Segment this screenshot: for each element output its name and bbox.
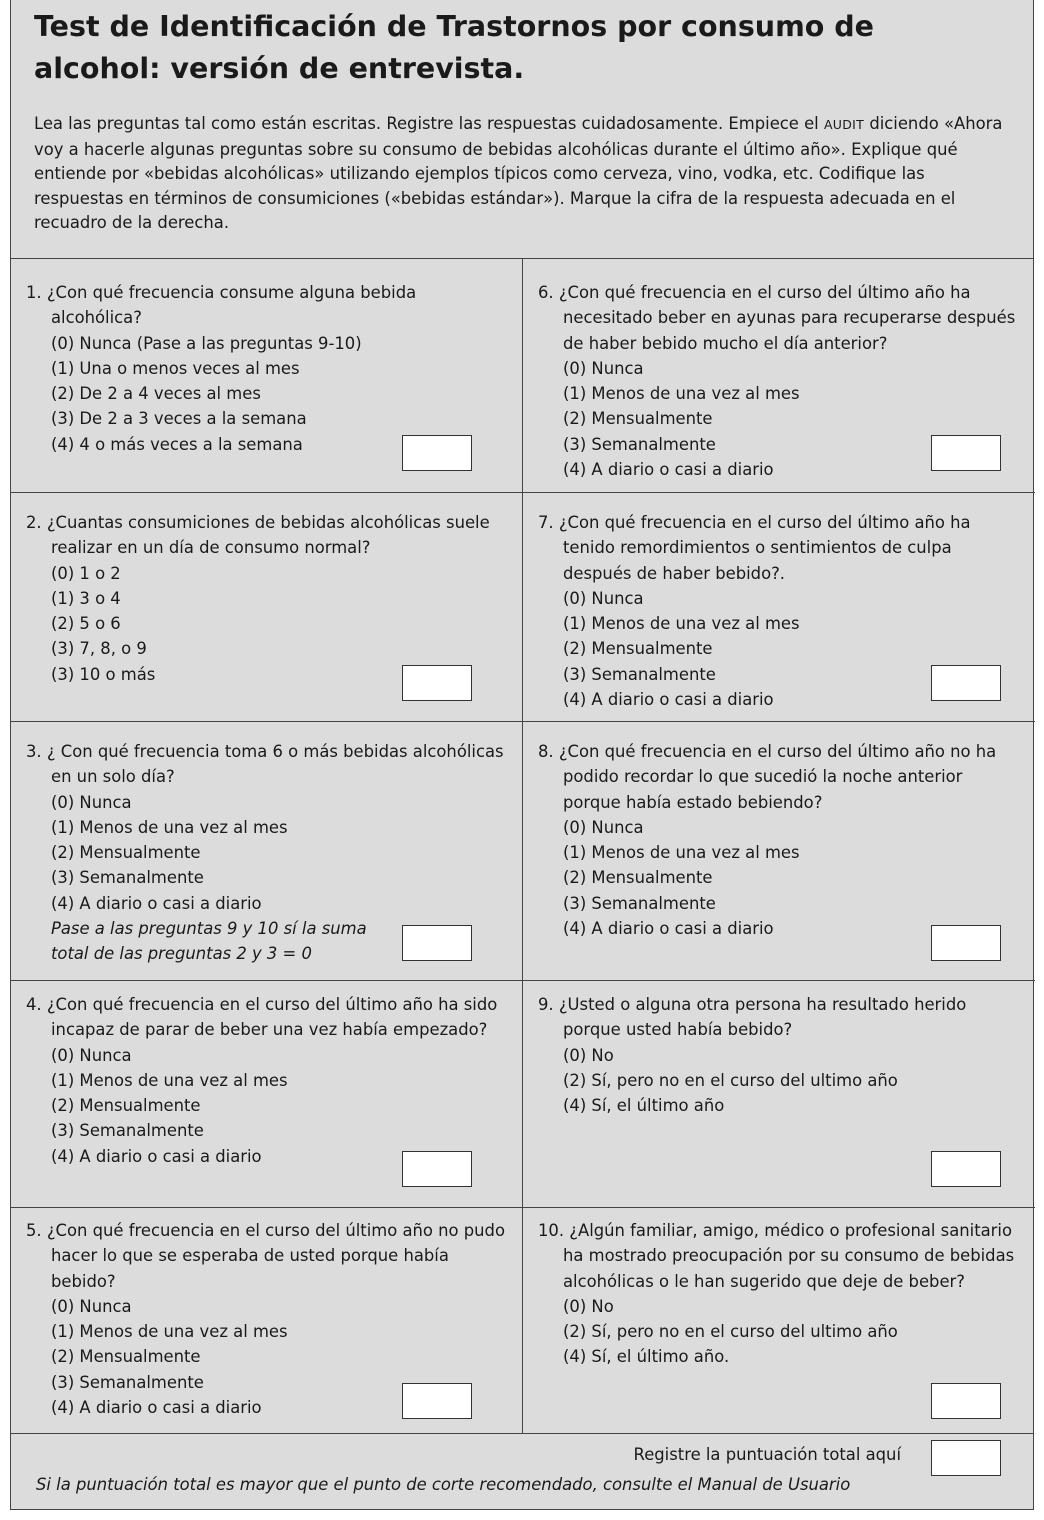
question-8-option: (2) Mensualmente [563, 868, 713, 888]
question-6-cell [523, 259, 1035, 493]
question-10-option: (2) Sí, pero no en el curso del ultimo año [563, 1322, 898, 1342]
question-5-option: (1) Menos de una vez al mes [51, 1322, 288, 1342]
question-1-option: (1) Una o menos veces al mes [51, 358, 300, 378]
question-3-option: (1) Menos de una vez al mes [51, 817, 288, 837]
question-6-option: (3) Semanalmente [563, 434, 716, 454]
question-9-text: 9. ¿Usted o alguna otra persona ha resultado herido porque usted había bebido? [538, 995, 967, 1040]
question-7-option: (2) Mensualmente [563, 639, 713, 659]
question-3-option: (4) A diario o casi a diario [51, 893, 262, 913]
question-2-score-box[interactable] [402, 665, 472, 701]
question-5-score-box[interactable] [402, 1383, 472, 1419]
question-4-text: 4. ¿Con qué frecuencia en el curso del último año ha sido incapaz de parar de beber una vez había empezado? [26, 995, 498, 1040]
question-4-option: (3) Semanalmente [51, 1121, 204, 1141]
question-1-cell [11, 259, 523, 493]
question-9-option: (4) Sí, el último año [563, 1096, 725, 1116]
question-9-score-box[interactable] [931, 1151, 1001, 1187]
question-4-score-box[interactable] [402, 1151, 472, 1187]
total-score-label: Registre la puntuación total aquí [633, 1445, 901, 1464]
question-8-score-box[interactable] [931, 925, 1001, 961]
instructions-part-1: Lea las preguntas tal como están escritas. Registre las respuestas cuidadosamente. Empiece el [34, 114, 824, 133]
question-2-option: (3) 10 o más [51, 664, 156, 684]
question-3-option: (2) Mensualmente [51, 843, 201, 863]
question-2-option: (2) 5 o 6 [51, 614, 121, 634]
question-4-option: (1) Menos de una vez al mes [51, 1070, 288, 1090]
question-3-option: (0) Nunca [51, 792, 132, 812]
question-4-cell [11, 981, 523, 1208]
form-header [11, 0, 1033, 259]
question-1-text: 1. ¿Con qué frecuencia consume alguna bebida alcohólica? [26, 283, 417, 328]
audit-acronym: AUDIT [823, 117, 865, 132]
question-9 [538, 992, 1023, 1118]
question-8-text: 8. ¿Con qué frecuencia en el curso del último año no ha podido recordar lo que sucedió la noche anterior porque había estado bebiendo? [538, 742, 997, 812]
question-6-text: 6. ¿Con qué frecuencia en el curso del último año ha necesitado beber en ayunas para recuperarse después de haber bebido mucho el día anterior? [538, 283, 1016, 353]
instructions [34, 112, 1019, 236]
question-4-option: (0) Nunca [51, 1045, 132, 1065]
question-3-skip-note: Pase a las preguntas 9 y 10 sí la suma total de las preguntas 2 y 3 = 0 [51, 919, 367, 964]
question-8-option: (4) A diario o casi a diario [563, 919, 774, 939]
question-6-option: (2) Mensualmente [563, 409, 713, 429]
question-1-option: (3) De 2 a 3 veces a la semana [51, 409, 307, 429]
question-6-option: (1) Menos de una vez al mes [563, 384, 800, 404]
question-3-cell [11, 722, 523, 981]
question-2 [26, 510, 511, 687]
question-5-text: 5. ¿Con qué frecuencia en el curso del último año no pudo hacer lo que se esperaba de usted porque había bebido? [26, 1221, 505, 1291]
question-7-option: (3) Semanalmente [563, 664, 716, 684]
question-2-cell [11, 493, 523, 722]
question-8-option: (1) Menos de una vez al mes [563, 843, 800, 863]
question-7-cell [523, 493, 1035, 722]
question-7-option: (4) A diario o casi a diario [563, 690, 774, 710]
question-1-option: (0) Nunca (Pase a las preguntas 9-10) [51, 333, 362, 353]
question-2-option: (3) 7, 8, o 9 [51, 639, 147, 659]
footer-divider [11, 1433, 1033, 1434]
form-title: Test de Identificación de Trastornos por consumo de alcohol: versión de entrevista. [34, 10, 874, 85]
question-6-score-box[interactable] [931, 435, 1001, 471]
question-9-option: (0) No [563, 1045, 614, 1065]
question-5-option: (0) Nunca [51, 1296, 132, 1316]
question-2-option: (0) 1 o 2 [51, 563, 121, 583]
footer-note: Si la puntuación total es mayor que el punto de corte recomendado, consulte el Manual de Usuario [36, 1475, 851, 1494]
question-3-text: 3. ¿ Con qué frecuencia toma 6 o más bebidas alcohólicas en un solo día? [26, 742, 504, 787]
question-1-option: (4) 4 o más veces a la semana [51, 434, 303, 454]
question-3-option: (3) Semanalmente [51, 868, 204, 888]
question-10 [538, 1218, 1023, 1370]
question-10-option: (4) Sí, el último año. [563, 1347, 730, 1367]
question-5-option: (2) Mensualmente [51, 1347, 201, 1367]
question-9-option: (2) Sí, pero no en el curso del ultimo año [563, 1070, 898, 1090]
question-7-text: 7. ¿Con qué frecuencia en el curso del último año ha tenido remordimientos o sentimientos de culpa después de haber bebido?. [538, 513, 971, 583]
question-4 [26, 992, 511, 1169]
question-8-cell [523, 722, 1035, 981]
question-10-score-box[interactable] [931, 1383, 1001, 1419]
question-2-text: 2. ¿Cuantas consumiciones de bebidas alcohólicas suele realizar en un día de consumo normal? [26, 513, 490, 558]
question-4-option: (4) A diario o casi a diario [51, 1146, 262, 1166]
question-10-text: 10. ¿Algún familiar, amigo, médico o profesional sanitario ha mostrado preocupación por su consumo de bebidas alcohólicas o le han sugerido que deje de beber? [538, 1221, 1015, 1291]
total-score-box[interactable] [931, 1440, 1001, 1476]
question-7-option: (1) Menos de una vez al mes [563, 614, 800, 634]
question-7-option: (0) Nunca [563, 588, 644, 608]
question-5-option: (3) Semanalmente [51, 1372, 204, 1392]
question-3-score-box[interactable] [402, 925, 472, 961]
question-9-cell [523, 981, 1035, 1208]
question-8-option: (0) Nunca [563, 817, 644, 837]
audit-form [10, 0, 1034, 1510]
question-10-cell [523, 1208, 1035, 1433]
question-5-option: (4) A diario o casi a diario [51, 1398, 262, 1418]
question-4-option: (2) Mensualmente [51, 1096, 201, 1116]
question-7-score-box[interactable] [931, 665, 1001, 701]
question-10-option: (0) No [563, 1296, 614, 1316]
question-2-option: (1) 3 o 4 [51, 588, 121, 608]
question-6-option: (4) A diario o casi a diario [563, 460, 774, 480]
question-6-option: (0) Nunca [563, 358, 644, 378]
question-1-score-box[interactable] [402, 435, 472, 471]
question-1-option: (2) De 2 a 4 veces al mes [51, 384, 261, 404]
question-8-option: (3) Semanalmente [563, 893, 716, 913]
question-8 [538, 739, 1023, 941]
question-5-cell [11, 1208, 523, 1433]
instructions-part-2: diciendo «Ahora voy a hacerle algunas preguntas sobre su consumo de bebidas alcohólicas durante el último año». Explique qué entiende por «bebidas alcohólicas» utilizando ejemplos típicos como cerveza, vino, vodka, etc. Codifique las respuestas en términos de consumiciones («bebidas estándar»). Marque la cifra de la respuesta adecuada en el recuadro de la derecha. [34, 114, 1003, 232]
question-1 [26, 280, 511, 457]
